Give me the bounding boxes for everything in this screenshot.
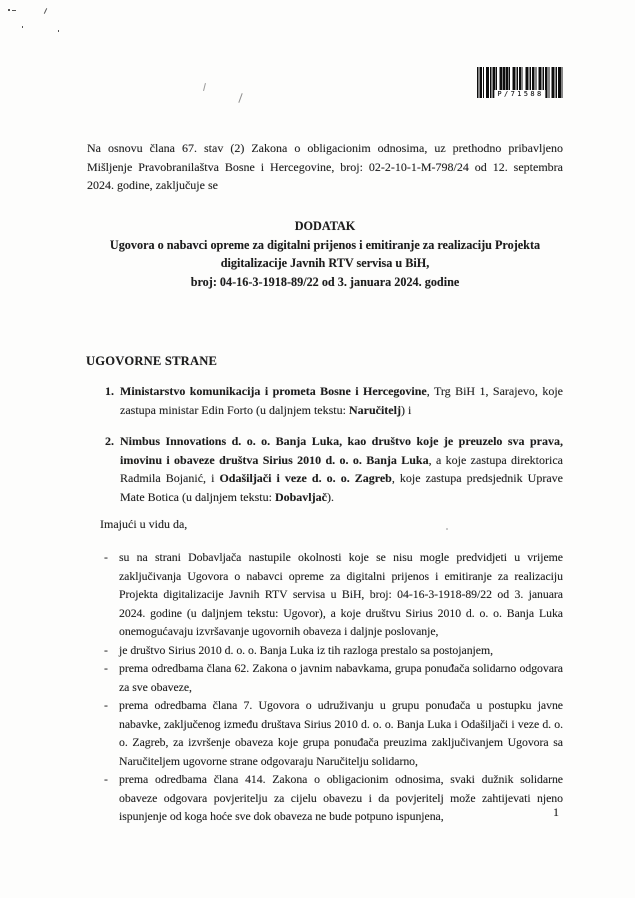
parties-list xyxy=(105,382,563,519)
list-item xyxy=(104,548,563,641)
party-item-supplier xyxy=(105,432,563,506)
bullet-text: je društvo Sirius 2010 d. o. o. Banja Luka iz tih razloga prestalo sa postojanjem, xyxy=(119,642,493,657)
bullet-dash: - xyxy=(104,661,108,675)
party-text xyxy=(120,432,563,506)
list-item xyxy=(104,641,563,660)
intro-paragraph: Na osnovu člana 67. stav (2) Zakona o obligacionim odnosima, uz prethodno pribavljeno Mišljenje Pravobranilaštva Bosne i Hercegovine, broj: 02-2-10-1-M-798/24 od 12. septembra 2024. godine, zaključuje se xyxy=(87,141,563,192)
scan-artifact xyxy=(12,10,16,11)
party-alias: Naručitelj xyxy=(348,402,401,417)
list-item xyxy=(104,696,563,770)
bullet-dash: - xyxy=(104,550,108,564)
party-number: 1. xyxy=(105,384,114,398)
party-tail: ). xyxy=(326,489,334,504)
party-text xyxy=(120,382,563,419)
barcode xyxy=(477,67,563,98)
bullet-text: prema odredbama člana 62. Zakona o javnim nabavkama, grupa ponuđača solidarno odgovara za sve obaveze, xyxy=(119,661,563,694)
list-item xyxy=(104,770,563,826)
document-number-line: broj: 04-16-3-1918-89/22 od 3. januara 2024. godine xyxy=(190,274,460,289)
party-number: 2. xyxy=(105,434,114,448)
bullet-dash: - xyxy=(104,772,108,786)
scan-artifact xyxy=(446,528,448,530)
scan-artifact xyxy=(8,9,10,11)
scan-artifact xyxy=(44,8,47,14)
considering-intro: Imajući u vidu da, xyxy=(100,517,188,531)
party-name: Ministarstvo komunikacija i prometa Bosne i Hercegovine xyxy=(120,384,427,398)
scan-artifact xyxy=(238,93,242,103)
document-subtitle: Ugovora o nabavci opreme za digitalni prijenos i emitiranje za realizaciju Projekta digitalizacije Javnih RTV servisa u BiH, xyxy=(109,237,541,270)
bullet-dash: - xyxy=(104,642,108,657)
document-title: DODATAK xyxy=(294,219,356,233)
party-item-ministry xyxy=(105,382,563,419)
barcode-label: P/71588 xyxy=(494,90,545,98)
page-number: 1 xyxy=(553,805,559,819)
scan-artifact xyxy=(22,26,23,28)
scan-artifact xyxy=(203,83,206,91)
party-alias: Dobavljač xyxy=(274,489,327,504)
section-heading-contract-parties: UGOVORNE STRANE xyxy=(86,354,218,368)
title-block xyxy=(87,217,563,291)
bullet-text: prema odredbama člana 7. Ugovora o udruživanju u grupu ponuđača u postupku javne nabavke, zaključenog između društava Sirius 2010 d. o. o. Banja Luka i Odašiljači i veze d. o. o. Zagreb, za izvršenje obaveza koje grupa ponuđača preuzima zaključivanjem Ugovora sa Naručiteljem ugovorne strane odgovaraju Naručitelju solidarno, xyxy=(119,698,563,768)
party-tail: ) i xyxy=(400,402,412,417)
bullet-text: prema odredbama člana 414. Zakona o obligacionim odnosima, svaki dužnik solidarne obaveze odgovara povjeritelju za cijelu obavezu i da povjeritelj može zahtijevati njeno ispunjenje od koga hoće sve dok obaveza ne bude potpuno ispunjena, xyxy=(119,772,563,823)
party-details: , koje zastupa predsjednik Uprave Mate Botica (u daljnjem tekstu: xyxy=(120,471,563,504)
recitals-list xyxy=(104,548,563,826)
list-item xyxy=(104,659,563,696)
party-second-name: Odašiljači i veze d. o. o. Zagreb xyxy=(219,471,392,485)
party-details: , Trg BiH 1, Sarajevo, koje zastupa ministar Edin Forto (u daljnjem tekstu: xyxy=(120,384,563,417)
scan-artifact xyxy=(58,30,59,32)
bullet-dash: - xyxy=(104,698,108,712)
bullet-text: su na strani Dobavljača nastupile okolnosti koje se nisu mogle predvidjeti u vrijeme zaključivanja Ugovora o nabavci opreme za digitalni prijenos i emitiranje za realizaciju Projekta digitalizacije Javnih RTV servisa u BiH, broj: 04-16-3-1918-89/22 od 3. januara 2024. godine (u daljnjem tekstu: Ugovor), a koje društvu Sirius 2010 d. o. o. Banja Luka onemogućavaju izvršavanje ugovornih obaveza i daljnje poslovanje, xyxy=(119,550,563,638)
party-details: , a koje zastupa direktorica Radmila Bojanić, i xyxy=(120,452,563,485)
party-name: Nimbus Innovations d. o. o. Banja Luka, kao društvo koje je preuzelo sva prava, imovinu i obaveze društva Sirius 2010 d. o. o. Banja Luka xyxy=(120,434,563,467)
